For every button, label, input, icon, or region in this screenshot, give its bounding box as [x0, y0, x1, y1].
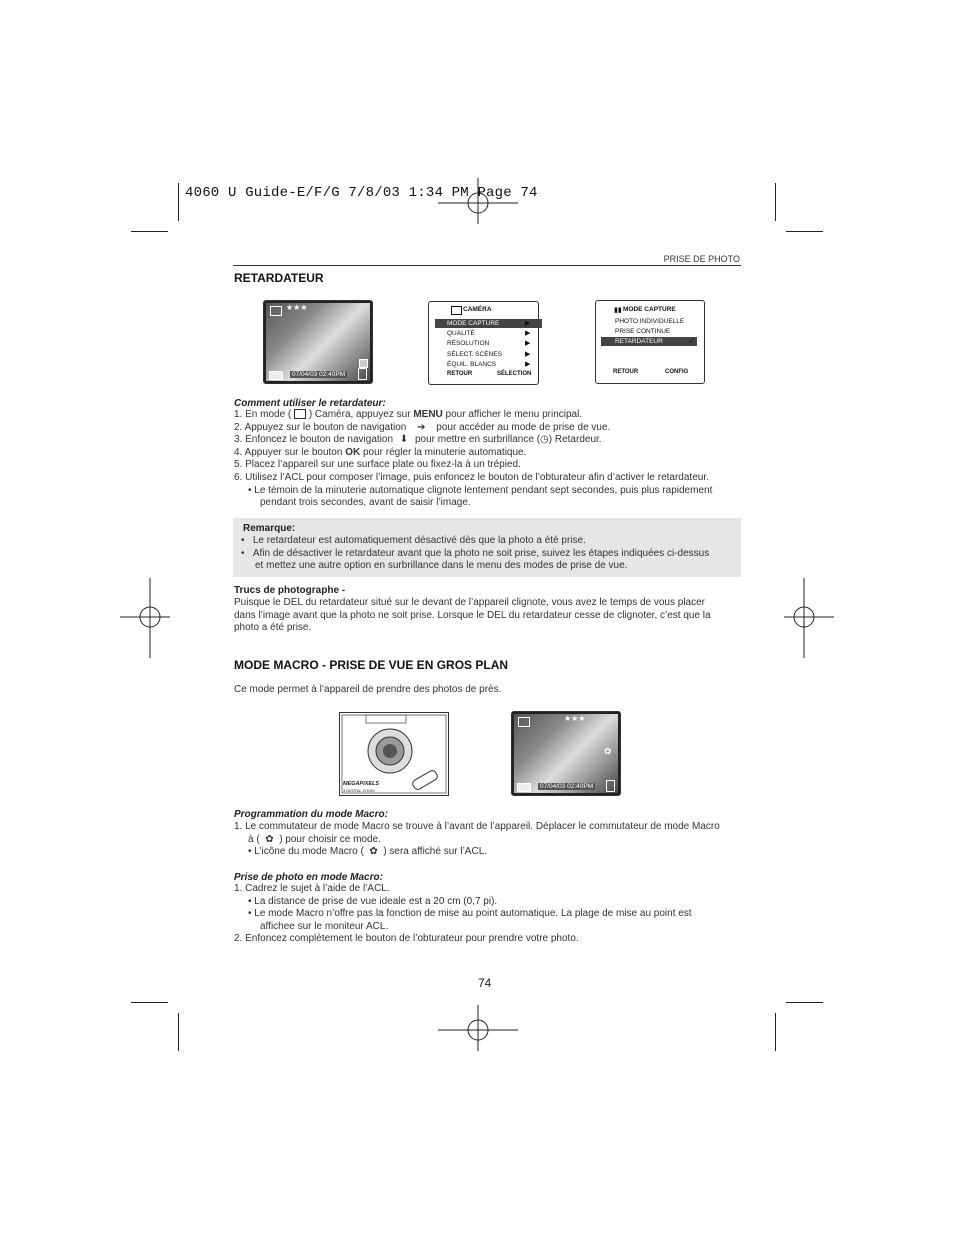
menu-title: CAMÉRA: [463, 306, 492, 313]
camera-icon: [294, 409, 306, 419]
footer-retour: RETOUR: [447, 371, 473, 377]
macro-flower-icon: ✿: [369, 846, 378, 858]
shoot-title: Prise de photo en mode Macro:: [234, 872, 383, 883]
macro-flower-icon: ✿: [604, 746, 612, 756]
mode-capture-icon: ▮▮: [614, 307, 622, 314]
macro-title: MODE MACRO - PRISE DE VUE EN GROS PLAN: [234, 658, 509, 672]
lcd-screen-macro: [511, 711, 621, 796]
lcd-screen-mode-capture: [595, 300, 705, 384]
camera-mode-icon: [518, 717, 530, 727]
step-6-bullet: • Le témoin de la minuterie automatique clignote lentement pendant sept secondes, puis plus rapidement: [248, 484, 713, 496]
crop-mark: [178, 1013, 179, 1051]
page-number: 74: [478, 976, 492, 990]
memory-card-icon: [358, 368, 367, 380]
menu-item-resolution[interactable]: RÉSOLUTION: [447, 340, 490, 347]
steps-list: [234, 409, 712, 510]
arrow-right-icon: ▶: [525, 361, 531, 368]
crop-mark: [131, 1002, 168, 1003]
crop-mark: [131, 231, 168, 232]
menu-title: MODE CAPTURE: [623, 306, 676, 313]
lcd-date: 07/04/03 02:40PM: [540, 783, 594, 790]
lcd-screen-camera-menu: [428, 301, 539, 385]
quality-stars-icon: ★★★: [286, 303, 308, 312]
battery-icon: [269, 371, 283, 380]
menu-item-qualite[interactable]: QUALITÉ: [447, 330, 475, 337]
arrow-right-icon: ▶: [525, 320, 531, 327]
memory-card-icon: [606, 780, 615, 792]
timer-icon: [359, 359, 368, 368]
arrow-right-icon: ➔: [417, 421, 426, 433]
footer-selection: SÉLECTION: [497, 371, 532, 377]
battery-icon: [517, 783, 531, 792]
note-item-cont: et mettez une autre option en surbrillance dans le menu des modes de prise de vue.: [255, 560, 628, 572]
tips-title: Trucs de photographe -: [234, 585, 346, 596]
lcd-date: 07/04/03 02:40PM: [292, 371, 346, 378]
step-2: 2. Appuyez sur le bouton de navigation ➔ pour accéder au mode de prise de vue.: [234, 421, 611, 433]
step-3: 3. Enfoncez le bouton de navigation ⬇ pour mettre en surbrillance (◷) Retardeur.: [234, 434, 602, 446]
macro-flower-icon: ✿: [265, 833, 274, 845]
print-slug: 4060 U Guide-E/F/G 7/8/03 1:34 PM Page 74: [185, 185, 538, 201]
footer-config: CONFIG: [665, 369, 689, 375]
arrow-right-icon: ▶: [525, 340, 531, 347]
quality-stars-icon: ★★★: [564, 714, 586, 723]
how-to-title: Comment utiliser le retardateur:: [234, 398, 386, 409]
crop-mark: [786, 231, 823, 232]
header-rule: [233, 265, 741, 266]
timer-icon: ◷: [540, 434, 549, 446]
crop-mark: [178, 183, 179, 221]
arrow-down-icon: ⬇: [399, 434, 409, 446]
menu-item-retardateur[interactable]: RETARDATEUR: [601, 337, 697, 346]
camera-mode-icon: [270, 306, 282, 316]
step-6-bullet-cont: pendant trois secondes, avant de saisir l’image.: [260, 497, 471, 509]
menu-item-mode-capture[interactable]: MODE CAPTURE: [435, 319, 542, 328]
step-5: 5. Placez l’appareil sur une surface plate ou fixez-la à un trépied.: [234, 459, 521, 471]
note-item: • Le retardateur est automatiquement désactivé dès que la photo a été prise.: [241, 535, 586, 546]
note-item: • Afin de désactiver le retardateur avant que la photo ne soit prise, suivez les étapes indiquées ci-dessus: [241, 547, 710, 559]
step-4: 4. Appuyer sur le bouton OK pour régler la minuterie automatique.: [234, 446, 527, 458]
menu-item-photo-individuelle[interactable]: PHOTO INDIVIDUELLE: [615, 318, 685, 325]
crop-mark: [786, 1002, 823, 1003]
menu-item-prise-continue[interactable]: PRISE CONTINUE: [615, 328, 671, 335]
camera-sublabel: 3 DIGITAL ZOOM: [343, 788, 375, 793]
lcd-screen-photo: [263, 300, 373, 384]
section-header: PRISE DE PHOTO: [663, 254, 740, 264]
registration-mark: [784, 578, 834, 658]
note-title: Remarque:: [243, 523, 296, 534]
retardateur-title: RETARDATEUR: [234, 271, 324, 285]
camera-illustration: [339, 712, 449, 796]
arrow-right-icon: ▶: [525, 351, 531, 358]
camera-icon: [451, 306, 462, 315]
step-6: 6. Utilisez l’ACL pour composer l’image, puis enfoncez le bouton de l’obturateur afin d’activer le retardateur.: [234, 471, 709, 483]
step-1: 1. En mode ( ) Caméra, appuyez sur MENU pour afficher le menu principal.: [234, 409, 583, 420]
menu-item-select-scenes[interactable]: SÉLECT. SCÈNES: [447, 351, 502, 358]
registration-mark: [120, 578, 170, 658]
crop-mark: [775, 183, 776, 221]
checkmark-icon: ✓: [688, 336, 696, 346]
menu-item-equil-blancs[interactable]: ÉQUIL. BLANCS: [447, 361, 497, 368]
shoot-list: 1. Cadrez le sujet à l’aide de l’ACL. • La distance de prise de vue ideale est a 20 cm (0,7 pi). • Le mode Macro n’offre pas la fonction de mise au point automatique. La plage de mise au point est affichee sur le moniteur ACL. 2. Enfoncez complètement le bouton de l’obturateur pour prendre votre photo.: [234, 883, 692, 945]
note-list: [241, 535, 731, 573]
note-box: [233, 518, 741, 577]
prog-title: Programmation du mode Macro:: [234, 809, 388, 820]
tips-text: Puisque le DEL du retardateur situé sur le devant de l’appareil clignote, vous avez le temps de vous placer dans l’image avant que la photo ne soit prise. Lorsque le DEL du retardateur cesse de clignoter, c’est que la photo a été prise.: [234, 597, 711, 634]
registration-mark: [438, 1005, 518, 1055]
prog-list: 1. Le commutateur de mode Macro se trouve à l’avant de l’appareil. Déplacer le commutateur de mode Macro à ( ✿ ) pour choisir ce mode. • L’icône du mode Macro ( ✿ ) sera affiché sur l’ACL.: [234, 821, 720, 858]
footer-retour: RETOUR: [613, 369, 639, 375]
arrow-right-icon: ▶: [525, 330, 531, 337]
macro-intro: Ce mode permet à l’appareil de prendre des photos de près.: [234, 684, 502, 695]
crop-mark: [775, 1013, 776, 1051]
camera-label: MEGAPIXELS: [343, 781, 380, 787]
